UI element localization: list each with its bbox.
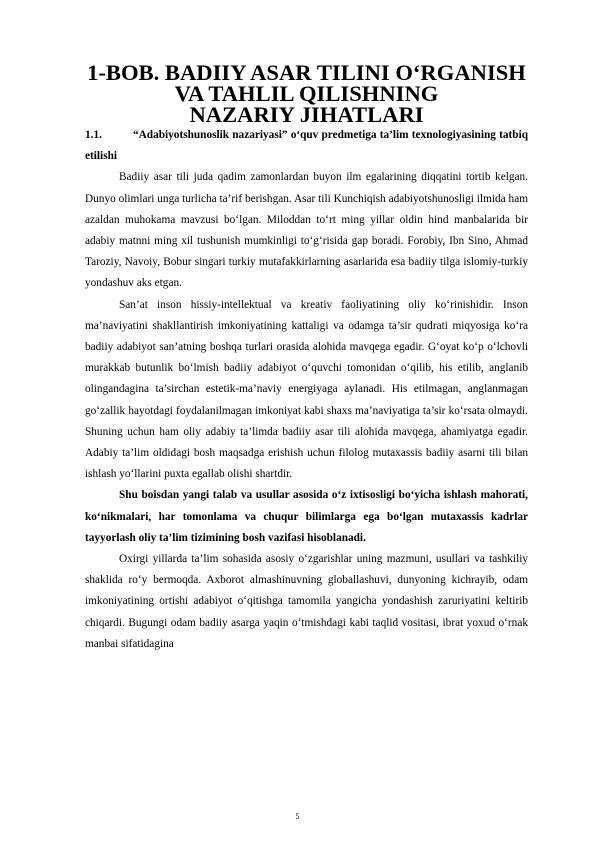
chapter-title-line-1: 1-BOB. BADIIY ASAR TILINI O‘RGANISH VA TAHLIL QILISHNING [87, 60, 526, 106]
page-number: 5 [295, 812, 300, 821]
paragraph-1: Badiiy asar tili juda qadim zamonlardan buyon ilm egalarining diqqatini tortib kelgan. Dunyo olimlari unga turlicha ta’rif berishgan. Asar tili Kunchiqish adabiyotshunosligi ilmida ham azaldan muhokama mavzusi bo‘lgan. Miloddan to‘rt ming yillar oldin hind manbalarida bir adabiy matnni ming xil tushunish mumkinligi to‘g‘risida gap boradi. Forobiy, Ibn Sino, Ahmad Taroziy, Navoiy, Bobur singari turkiy mutafakkirlarning asarlarida esa badiiy tilga islomiy-turkiy yondashuv aks etgan. [85, 171, 528, 290]
section-number: 1.1. [85, 129, 102, 141]
chapter-title-line-2: NAZARIY JIHATLARI [189, 102, 424, 127]
section-title: “Adabiyotshunoslik nazariyasi” o‘quv predmetiga ta’lim texnologiyasining tatbiq etilishi [85, 129, 528, 163]
document-page [85, 62, 528, 655]
section-heading [85, 125, 528, 167]
chapter-title [85, 62, 528, 125]
paragraph-2: San’at inson hissiy-intellektual va kreativ faoliyatining oliy ko‘rinishidir. Inson ma’naviyatini shakllantirish imkoniyatining kattaligi va odamga ta’sir qudrati miqyosiga ko‘ra badiiy adabiyot san’atning boshqa turlari orasida alohida mavqega egadir. G‘oyat ko‘p o‘lchovli murakkab butunlik bo‘lmish badiiy adabiyot o‘quvchi tomonidan o‘qilib, his etilib, anglanib olingandagina ta’sirchan estetik-ma’naviy energiyaga aylanadi. His etilmagan, anglanmagan go‘zallik hayotdagi foydalanilmagan imkoniyat kabi shaxs ma’naviyatiga ta’sir ko‘rsata olmaydi. Shuning uchun ham oliy adabiy ta’limda badiiy asar tili alohida mavqega, ahamiyatga egadir. Adabiy ta’lim oldidagi bosh maqsadga erishish uchun filolog mutaxassis badiiy asarni tili bilan ishlash yo‘llarini puxta egallab olishi shartdir. [85, 298, 528, 481]
paragraph-4: Oxirgi yillarda ta’lim sohasida asosiy o‘zgarishlar uning mazmuni, usullari va tashkiliy shaklida ro‘y bermoqda. Axborot almashinuvning globallashuvi, dunyoning kichrayib, odam imkoniyatining ortishi adabiyot o‘qitishga tamomila yangicha yondashish zaruriyatini keltirib chiqardi. Bugungi odam badiiy asarga yaqin o‘tmishdagi kabi taqlid vositasi, ibrat yoxud o‘rnak manbai sifatidagina [85, 553, 528, 650]
bold-paragraph: Shu boisdan yangi talab va usullar asosida o‘z ixtisosligi bo‘yicha ishlash mahorati, ko‘nikmalari, har tomonlama va chuqur bilimlarga ega bo‘lgan mutaxassis kadrlar tayyorlash oliy ta’lim tizimining bosh vazifasi hisoblanadi. [85, 489, 528, 544]
